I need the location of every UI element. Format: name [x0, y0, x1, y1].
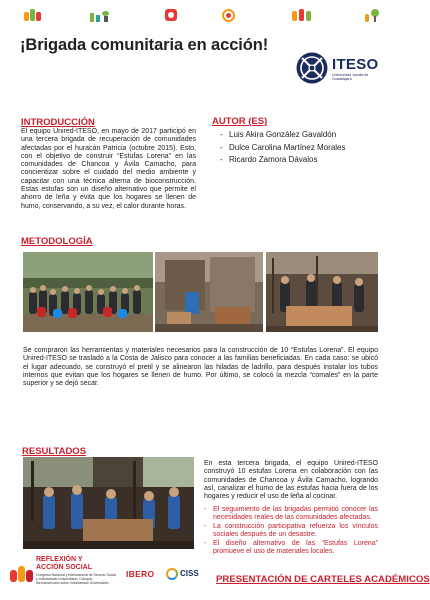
- logo-name: ITESO: [332, 56, 379, 73]
- authors-heading: AUTOR (ES): [212, 116, 268, 127]
- people-hands-icon: [24, 9, 42, 23]
- page-title: ¡Brigada comunitaria en acción!: [20, 36, 269, 54]
- author-item: - Luis Akira González Gavaldón: [220, 129, 346, 142]
- ciss-swoosh-icon: [166, 568, 178, 580]
- methodology-photo-group: [23, 252, 153, 332]
- intro-text: El equipo Unired-ITESO, en mayo de 2017 participó en una tercera brigada de recuperación de comunidades afectadas por el huracán Patricia (octubre 2015). Esto, con el objetivo de construir “Estufas Lorena” en las comunidades de Chancoa y Ávila Camacho, para concientizar sobre el cuidado del medio ambiente y capacitar con una técnica alterna de bioconstrucción. Estas estufas son un diseño alternativo que permite el ahorro de leña y evita que los hogares se llenen de humo, conservando, a su vez, el calor durante horas.: [21, 128, 196, 210]
- ibero-logo: IBERO: [126, 569, 155, 579]
- results-bullet: - La construcción participativa refuerza los vínculos sociales después de un desastre.: [204, 523, 378, 540]
- results-bullets: [204, 505, 378, 557]
- author-item: - Dulce Carolina Martínez Morales: [220, 142, 346, 155]
- authors-list: [212, 129, 346, 167]
- congress-title: REFLEXIÓN Y ACCIÓN SOCIAL: [36, 556, 92, 571]
- ciss-label: CISS: [180, 569, 199, 578]
- results-bullet: - El diseño alternativo de las “Estufas Lorena” promueve el uso de materiales locales.: [204, 540, 378, 557]
- results-photo: [23, 457, 194, 549]
- results-heading: RESULTADOS: [22, 446, 87, 457]
- ciss-logo: [166, 567, 202, 581]
- results-text: En esta tercera brigada, el equipo Unired-ITESO construyó 10 estufas Lorena en colaboración con las comunidades de Chancoa y Ávila Camacho, logrando así, canalizar el humo de las estufas hacia fuera de los hogares y reducir el uso de leña al cocinar.: [204, 460, 378, 501]
- methodology-heading: METODOLOGÍA: [21, 236, 93, 247]
- congress-emblem-icon: [8, 560, 34, 586]
- methodology-photo-stove-team: [266, 252, 378, 332]
- child-tree-icon: [364, 9, 380, 23]
- author-item: - Ricardo Zamora Dávalos: [220, 154, 346, 167]
- iteso-emblem-icon: [296, 52, 328, 84]
- group-icon: [292, 9, 314, 23]
- icon-strip: [0, 0, 400, 26]
- methodology-text: Se compraron las herramientas y materiales necesarios para la construcción de 10 “Estufas Lorena”. El equipo Unired-ITESO se trasladó a la Costa de Jalisco para conocer a las familias beneficiadas. En cada caso: se ubicó el lugar adecuado, se construyó el pretil y se alinearon las hiladas de ladrillo, para después instalar los tubos internos que evitan que los hogares se llenen de humo. Por último, se colocó la mezcla “comales” en la parte superior y se dejó secar.: [23, 347, 378, 388]
- community-care-icon: [222, 9, 236, 23]
- logo-subtitle: Universidad Jesuita de Guadalajara: [332, 73, 369, 82]
- intro-heading: INTRODUCCIÓN: [21, 117, 95, 128]
- congress-subtitle: Congreso Nacional y Internacional de Servicio Social y Voluntariado Universitario; Coloquio Iberoamericano sobre Voluntariado Universitario: [36, 573, 116, 585]
- methodology-photo-construction: [155, 252, 263, 332]
- iteso-logo: [296, 52, 379, 92]
- results-bullet: - El seguimiento de las brigadas permitió conocer las necesidades reales de las comunidades afectadas.: [204, 506, 378, 523]
- recycle-hands-icon: [163, 9, 179, 23]
- footer-title: PRESENTACIÓN DE CARTELES ACADÉMICOS: [216, 574, 430, 585]
- family-icon: [90, 9, 110, 23]
- congress-logo: [8, 554, 120, 594]
